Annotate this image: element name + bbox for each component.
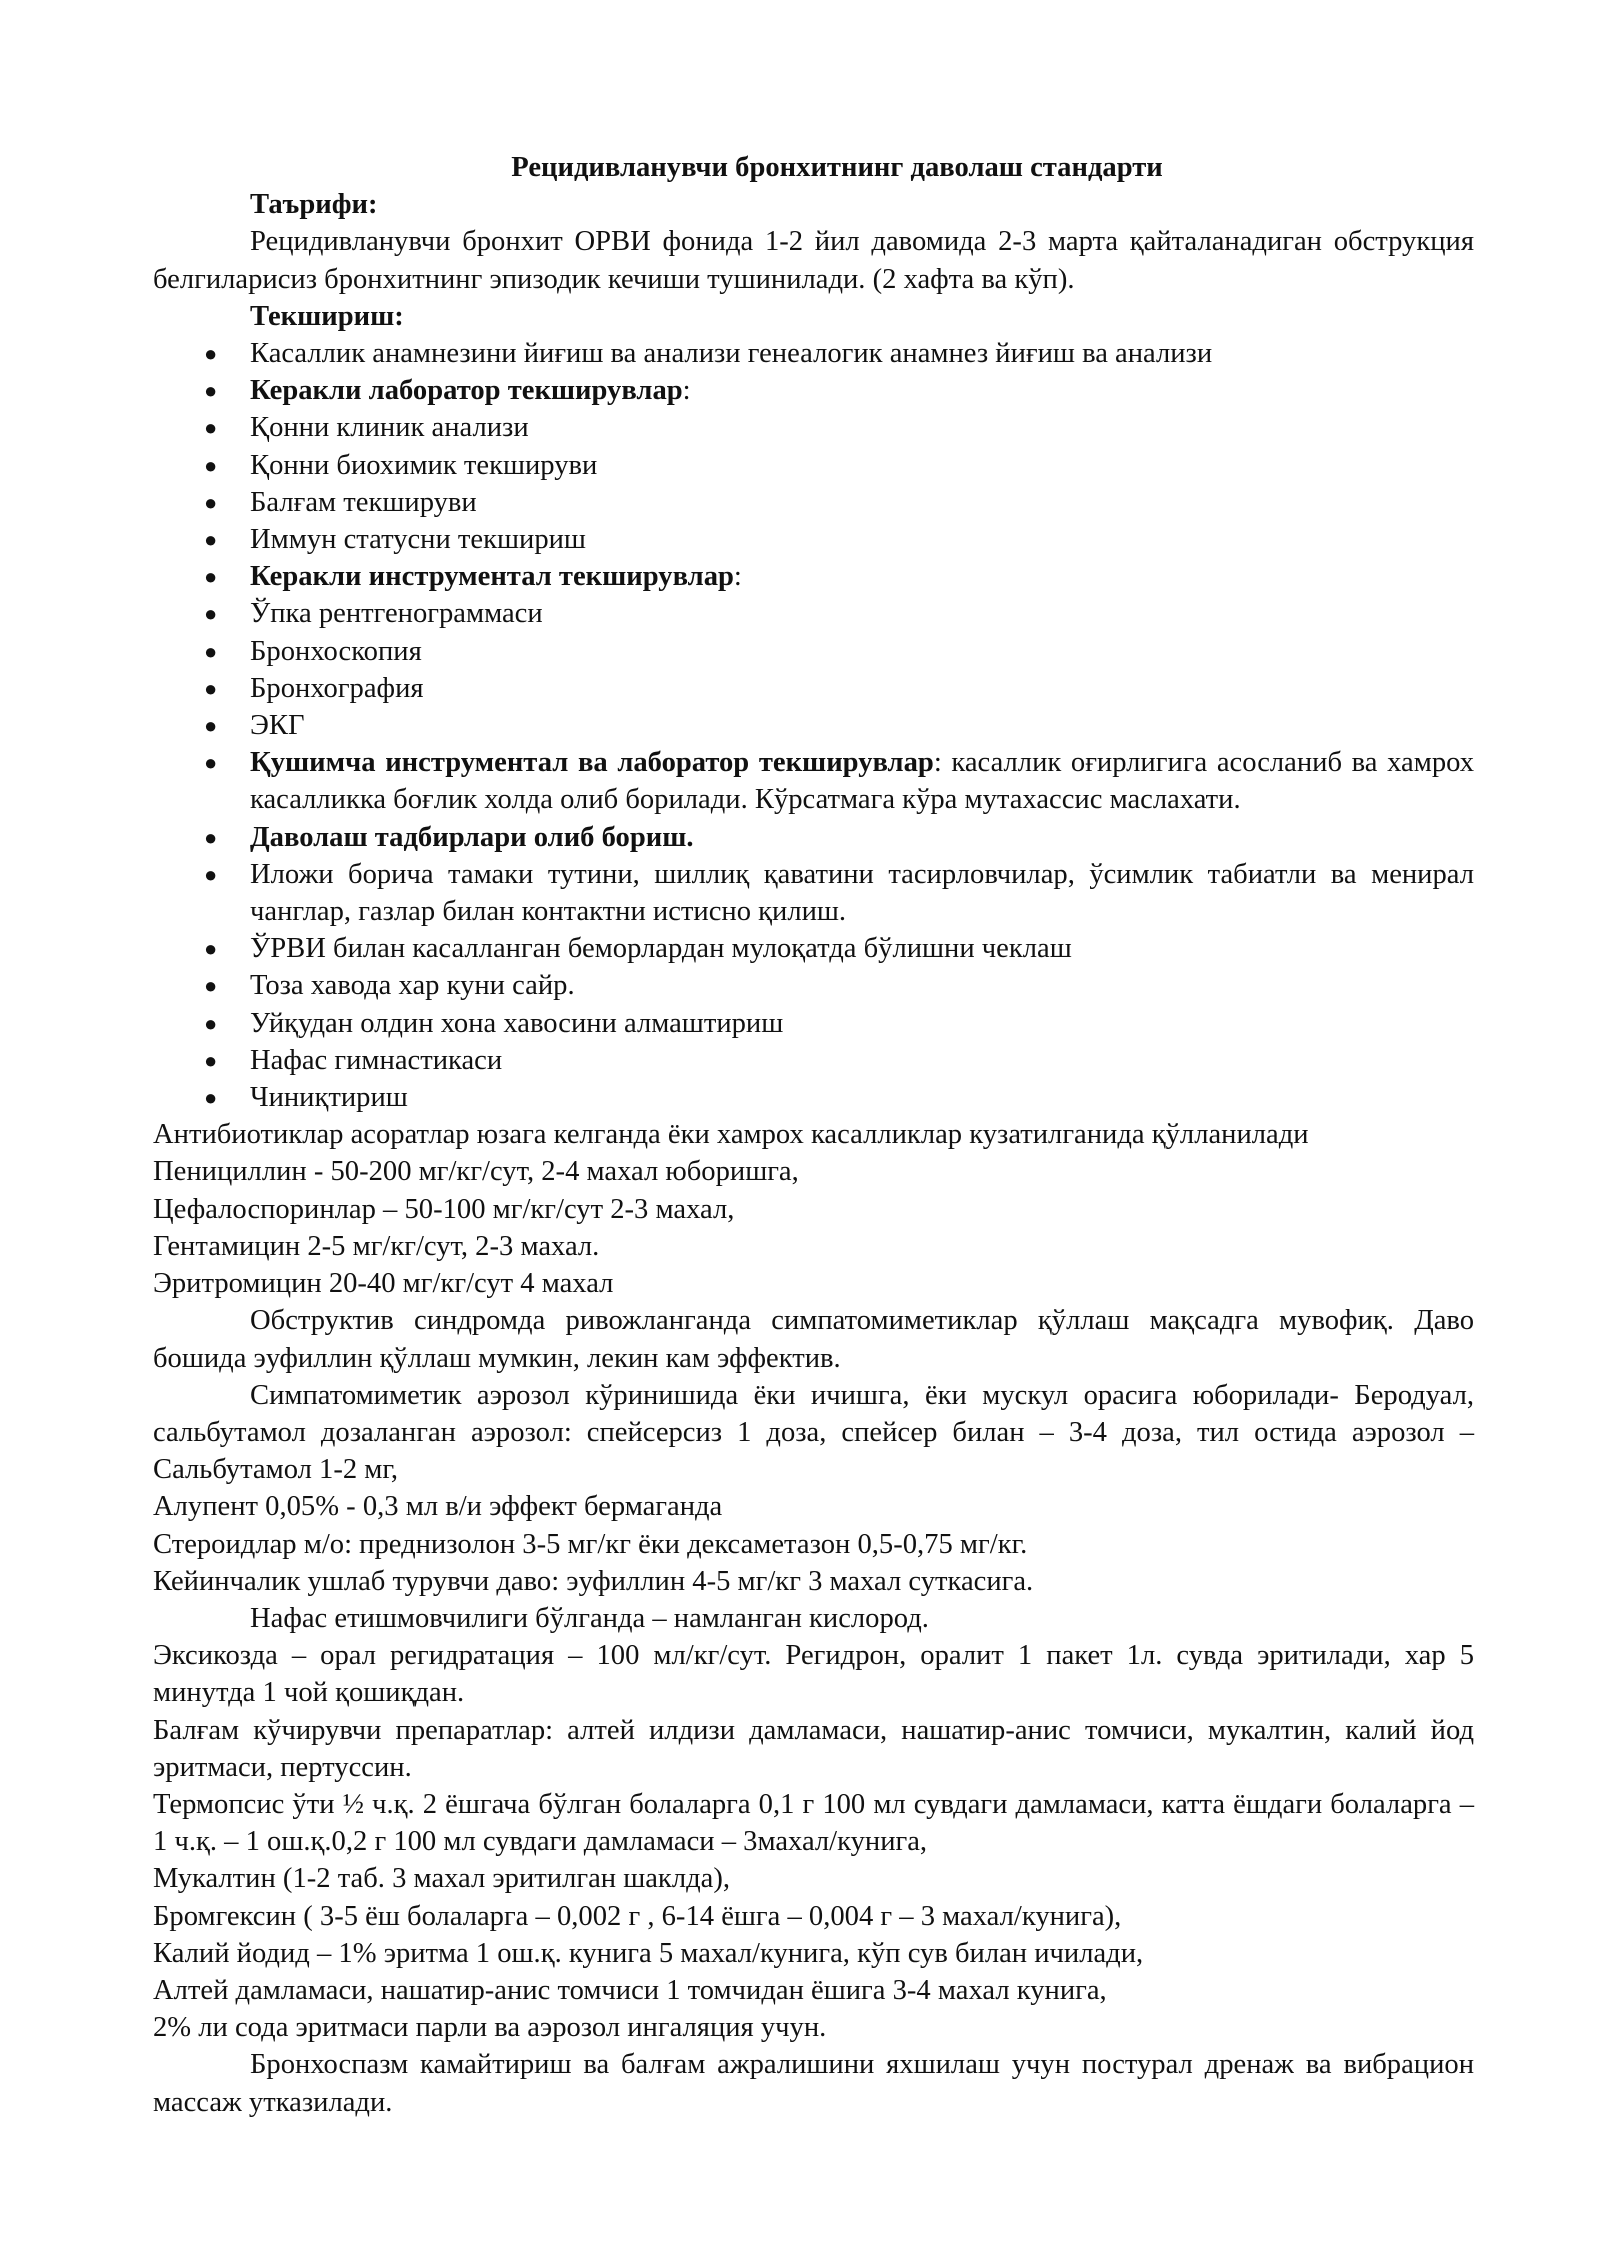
paragraph: Бромгексин ( 3-5 ёш болаларга – 0,002 г , 6-14 ёшга – 0,004 г – 3 махал/кунига), (153, 1900, 1122, 1932)
bullet-item (153, 819, 1474, 856)
paragraph: Стероидлар м/о: преднизолон 3-5 мг/кг ёки дексаметазон 0,5-0,75 мг/кг. (153, 1528, 1028, 1560)
bullet-item (153, 521, 1474, 558)
bullet-text: Бронхография (250, 672, 424, 704)
definition-paragraph: Рецидивланувчи бронхит ОРВИ фонида 1-2 йил давомида 2-3 марта қайталанадиган обструкция белгиларисиз бронхитнинг эпизодик кечиши тушинилади. (2 хафта ва кўп). (153, 226, 1474, 295)
examination-heading: Текшириш: (250, 300, 404, 332)
paragraph: 2% ли сода эритмаси парли ва аэрозол ингаляция учун. (153, 2012, 827, 2044)
paragraph: Калий йодид – 1% эритма 1 ош.қ. кунига 5 махал/кунига, кўп сув билан ичилади, (153, 1937, 1144, 1969)
bullet-text: Тоза хавода хар куни сайр. (250, 970, 575, 1002)
bullet-text: Уйқудан олдин хона хавосини алмаштириш (250, 1007, 784, 1039)
bullet-item (153, 670, 1474, 707)
bullet-text: Чиниқтириш (250, 1082, 408, 1114)
bullet-icon: ● (204, 861, 218, 887)
bullet-text: Иммун статусни текшириш (250, 524, 586, 556)
bullet-text: Бронхоскопия (250, 635, 422, 667)
bullet-text: : (733, 561, 742, 593)
bullet-icon: ● (204, 1047, 218, 1073)
bullet-text: Нафас гимнастикаси (250, 1044, 503, 1076)
paragraph: Антибиотиклар асоратлар юзага келганда ёки хамрох касалликлар кузатилганида қўлланилади (153, 1119, 1309, 1151)
paragraph: Мукалтин (1-2 таб. 3 махал эритилган шаклда), (153, 1863, 730, 1895)
bullet-text: Қонни биохимик текшируви (250, 449, 598, 481)
bullet-icon: ● (204, 341, 218, 367)
document-title: Рецидивланувчи бронхитнинг даволаш стандарти (511, 152, 1163, 183)
bullet-icon: ● (204, 1010, 218, 1036)
paragraph: Кейинчалик ушлаб турувчи даво: эуфиллин 4-5 мг/кг 3 махал суткасига. (153, 1565, 1034, 1597)
paragraph: Эритромицин 20-40 мг/кг/сут 4 махал (153, 1268, 614, 1300)
bullet-icon: ● (204, 675, 218, 701)
bullet-text: : касаллик оғирлигига асосланиб ва хамрох касалликка боғлик холда олиб борилади. Кўрсатмага кўра мутахассис маслахати. (250, 747, 1475, 816)
paragraph: Балғам кўчирувчи препаратлар: алтей илдизи дамламаси, нашатир-анис томчиси, мукалтин, калий йод эритмаси, пертуссин. (153, 1714, 1474, 1783)
paragraph: Нафас етишмовчилиги бўлганда – намланган кислород. (250, 1602, 929, 1634)
paragraph: Бронхоспазм камайтириш ва балғам ажралишини яхшилаш учун постурал дренаж ва вибрацион массаж утказилади. (153, 2049, 1474, 2118)
paragraph: Обструктив синдромда ривожланганда симпатомиметиклар қўллаш мақсадга мувофиқ. Даво бошида эуфиллин қўллаш мумкин, лекин кам эффектив. (153, 1305, 1474, 1374)
bullet-icon: ● (204, 638, 218, 664)
bullet-item (153, 372, 1474, 409)
bullet-icon: ● (204, 973, 218, 999)
bullet-item (153, 1079, 1474, 1116)
bullet-text: Қонни клиник анализи (250, 412, 529, 444)
paragraph: Цефалоспоринлар – 50-100 мг/кг/сут 2-3 махал, (153, 1193, 735, 1225)
bullet-icon: ● (204, 824, 218, 850)
paragraph: Гентамицин 2-5 мг/кг/сут, 2-3 махал. (153, 1230, 600, 1262)
bullet-item (153, 447, 1474, 484)
bullet-item (153, 484, 1474, 521)
bullet-bold-text: Қушимча инструментал ва лаборатор текширувлар (250, 747, 934, 779)
bullet-icon: ● (204, 601, 218, 627)
bullet-item (153, 595, 1474, 632)
bullet-item (153, 1005, 1474, 1042)
bullet-item (153, 930, 1474, 967)
treatment-paragraphs (153, 1116, 1474, 2120)
paragraph: Термопсис ўти ½ ч.қ. 2 ёшгача бўлган болаларга 0,1 г 100 мл сувдаги дамламаси, катта ёшдаги болаларга – 1 ч.қ. – 1 ош.қ.0,2 г 100 мл сувдаги дамламаси – 3махал/кунига, (153, 1788, 1474, 1858)
bullet-bold-text: Керакли лаборатор текширувлар (250, 375, 683, 407)
bullet-icon: ● (204, 564, 218, 590)
paragraph: Алтей дамламаси, нашатир-анис томчиси 1 томчидан ёшига 3-4 махал кунига, (153, 1974, 1107, 2006)
bullet-icon: ● (204, 750, 218, 776)
bullet-icon: ● (204, 415, 218, 441)
bullet-item (153, 409, 1474, 446)
paragraph: Пенициллин - 50-200 мг/кг/сут, 2-4 махал юборишга, (153, 1156, 799, 1188)
bullet-text: Ўпка рентгенограммаси (250, 598, 543, 630)
paragraph: Алупент 0,05% - 0,3 мл в/и эффект бермаганда (153, 1491, 723, 1523)
bullet-item (153, 744, 1474, 818)
bullet-item (153, 707, 1474, 744)
bullet-item (153, 335, 1474, 372)
bullet-text: ЭКГ (250, 710, 305, 742)
bullet-icon: ● (204, 527, 218, 553)
examination-bullet-list (153, 335, 1474, 1116)
bullet-icon: ● (204, 936, 218, 962)
bullet-text: Балғам текшируви (250, 486, 477, 518)
paragraph: Эксикозда – орал регидратация – 100 мл/кг/сут. Регидрон, оралит 1 пакет 1л. сувда эритилади, хар 5 минутда 1 чой қошиқдан. (153, 1640, 1474, 1709)
bullet-bold-text: Даволаш тадбирлари олиб бориш. (250, 821, 694, 853)
bullet-item (153, 856, 1474, 930)
paragraph: Симпатомиметик аэрозол кўринишида ёки ичишга, ёки мускул орасига юборилади- Беродуал, сальбутамол дозаланган аэрозол: спейсерсиз 1 доза, спейсер билан – 3-4 доза, тил остида аэрозол – Сальбутамол 1-2 мг, (153, 1379, 1474, 1486)
bullet-item (153, 1042, 1474, 1079)
definition-heading: Таърифи: (250, 189, 378, 221)
bullet-text: : (682, 375, 691, 407)
bullet-item (153, 633, 1474, 670)
bullet-icon: ● (204, 1085, 218, 1111)
bullet-text: ЎРВИ билан касалланган беморлардан мулоқатда бўлишни чеклаш (250, 933, 1072, 965)
bullet-text: Иложи борича тамаки тутини, шиллиқ қаватини тасирловчилар, ўсимлик табиатли ва менирал чанглар, газлар билан контактни истисно қилиш. (250, 858, 1474, 928)
bullet-item (153, 558, 1474, 595)
bullet-icon: ● (204, 378, 218, 404)
bullet-bold-text: Керакли инструментал текширувлар (250, 561, 734, 593)
bullet-text: Касаллик анамнезини йиғиш ва анализи генеалогик анамнез йиғиш ва анализи (250, 338, 1213, 370)
bullet-icon: ● (204, 452, 218, 478)
bullet-item (153, 967, 1474, 1004)
bullet-icon: ● (204, 713, 218, 739)
bullet-icon: ● (204, 489, 218, 515)
